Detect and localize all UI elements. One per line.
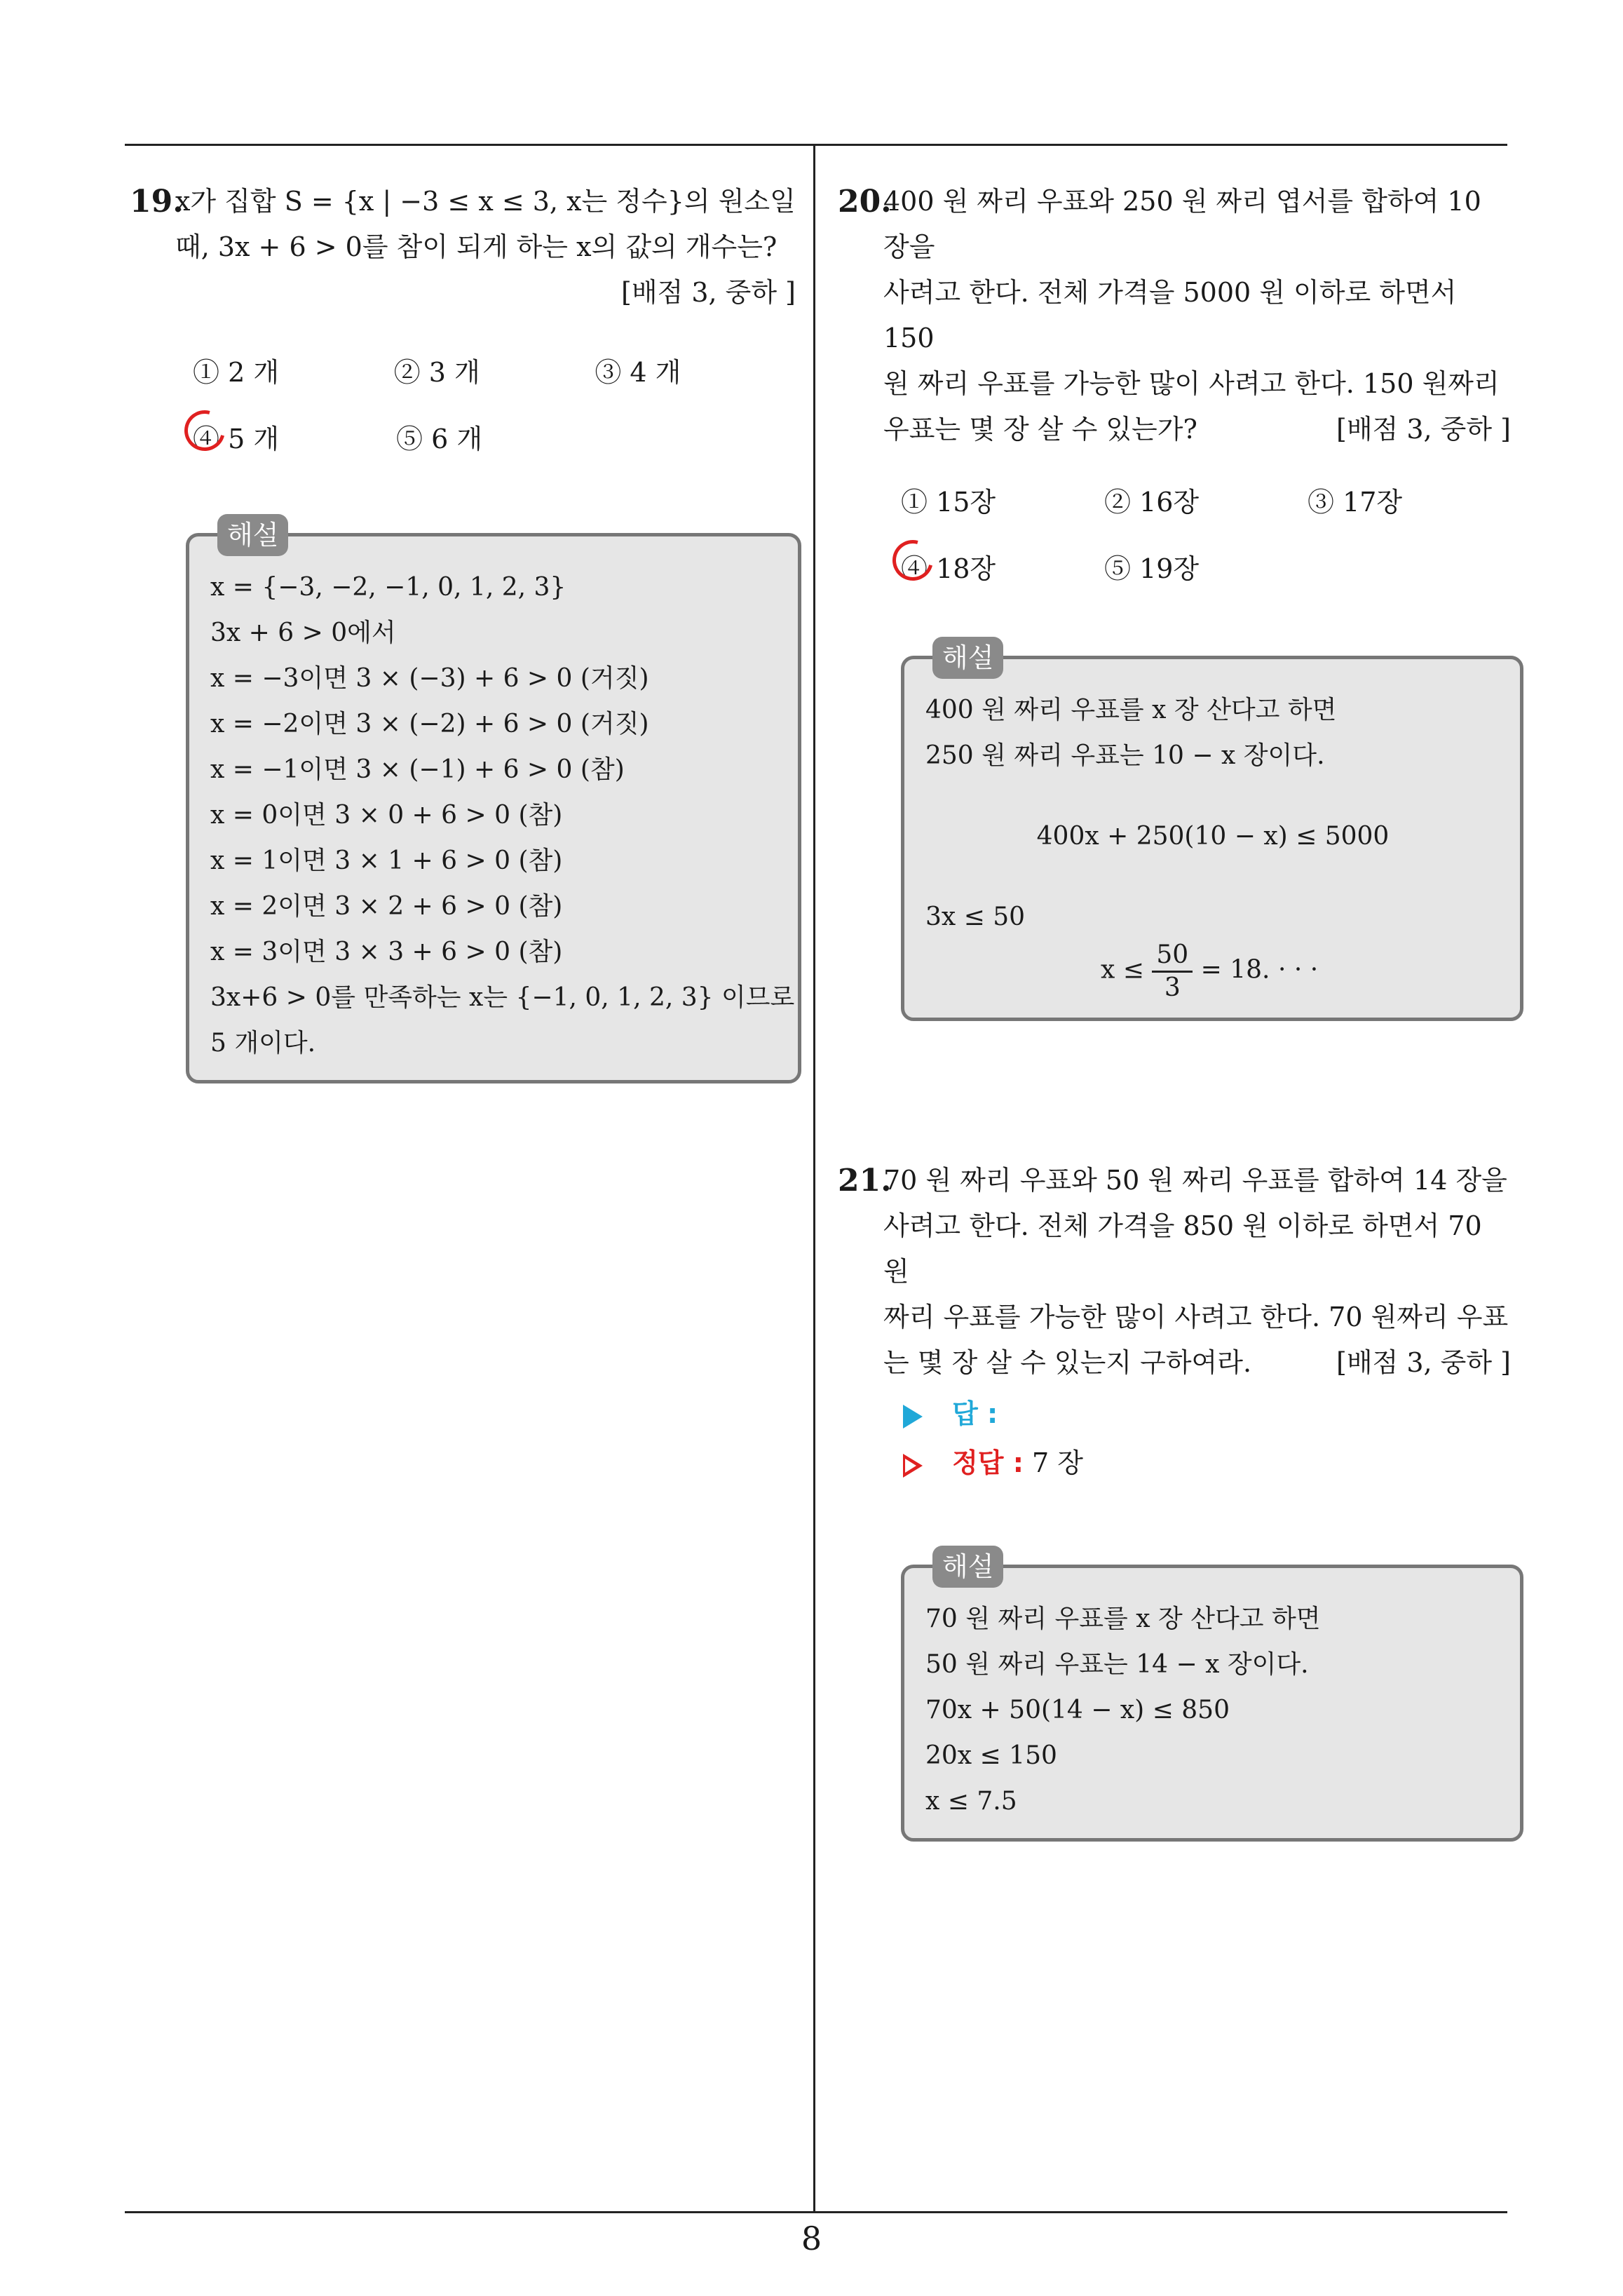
choice-5[interactable]: ⑤ 19장 xyxy=(1104,553,1200,584)
question-number: 20. xyxy=(838,184,892,220)
choice-4-label: ④ 5 개 xyxy=(193,424,280,454)
solution-line: x = 2이면 3 × 2 + 6 > 0 (참) xyxy=(210,892,563,921)
choices-20 xyxy=(838,466,1511,600)
question-text-line: 때, 3x + 6 > 0를 참이 되게 하는 x의 값의 개수는? xyxy=(175,231,777,262)
question-meta: [배점 3, 중하 ] xyxy=(1336,414,1511,445)
correct-answer-label: 정답 : xyxy=(952,1447,1024,1478)
top-rule xyxy=(125,144,1507,146)
fraction-denominator: 3 xyxy=(1164,973,1181,1002)
solution-tab: 해설 xyxy=(932,637,1003,679)
correct-answer-row xyxy=(838,1438,1511,1487)
question-text-line: 짜리 우표를 가능한 많이 사려고 한다. 70 원짜리 우표 xyxy=(883,1302,1509,1332)
choice-4-label: ④ 18장 xyxy=(901,553,996,584)
play-filled-icon xyxy=(903,1405,923,1429)
question-text-line: 우표는 몇 장 살 수 있는가? xyxy=(883,414,1197,445)
choice-1[interactable]: ① 2 개 xyxy=(193,357,280,388)
solution-line: x ≤ 7.5 xyxy=(925,1787,1017,1816)
solution-line: 5 개이다. xyxy=(210,1029,316,1058)
solution-line: 250 원 짜리 우표는 10 − x 장이다. xyxy=(925,741,1325,770)
choice-5[interactable]: ⑤ 6 개 xyxy=(396,424,483,454)
choice-4-selected[interactable] xyxy=(901,547,1104,586)
answer-field-row xyxy=(838,1389,1511,1438)
solution-box-21 xyxy=(901,1551,1523,1842)
fraction-numerator: 50 xyxy=(1152,940,1193,973)
solution-line: x = −1이면 3 × (−1) + 6 > 0 (참) xyxy=(210,755,625,784)
choice-3[interactable]: ③ 4 개 xyxy=(595,357,681,388)
choice-2[interactable]: ② 16장 xyxy=(1104,487,1200,518)
question-21 xyxy=(838,1158,1511,1386)
solution-line: x = −2이면 3 × (−2) + 6 > 0 (거짓) xyxy=(210,710,649,738)
question-text-line: 원 짜리 우표를 가능한 많이 사려고 한다. 150 원짜리 xyxy=(883,368,1500,399)
solution-tab: 해설 xyxy=(932,1546,1003,1588)
right-column xyxy=(838,179,1511,1842)
page-number: 8 xyxy=(801,2220,822,2257)
question-20 xyxy=(838,179,1511,452)
choice-1[interactable]: ① 15장 xyxy=(901,487,996,518)
bottom-rule xyxy=(125,2211,1507,2213)
solution-line: 3x + 6 > 0에서 xyxy=(210,619,396,647)
question-number: 21. xyxy=(838,1163,892,1198)
solution-line: x = 1이면 3 × 1 + 6 > 0 (참) xyxy=(210,846,563,875)
solution-line: x = 0이면 3 × 0 + 6 > 0 (참) xyxy=(210,801,563,830)
column-divider xyxy=(813,144,815,2213)
solution-box-19 xyxy=(186,520,801,1083)
solution-line: 20x ≤ 150 xyxy=(925,1741,1057,1770)
fraction xyxy=(1152,940,1193,1004)
question-text-line: 70 원 짜리 우표와 50 원 짜리 우표를 합하여 14 장을 xyxy=(883,1165,1507,1196)
question-text-line: 사려고 한다. 전체 가격을 850 원 이하로 하면서 70 원 xyxy=(883,1210,1482,1287)
choice-3[interactable]: ③ 17장 xyxy=(1308,487,1403,518)
solution-line: x = −3이면 3 × (−3) + 6 > 0 (거짓) xyxy=(210,664,649,693)
correct-answer-value: 7 장 xyxy=(1032,1447,1083,1478)
question-text-line: 는 몇 장 살 수 있는지 구하여라. xyxy=(883,1347,1252,1378)
choices-19 xyxy=(130,337,796,470)
solution-line: 70x + 50(14 − x) ≤ 850 xyxy=(925,1696,1230,1724)
solution-equation: 400x + 250(10 − x) ≤ 5000 xyxy=(1036,822,1390,851)
question-number: 19. xyxy=(130,184,184,220)
question-text-line: x가 집합 S = {x | −3 ≤ x ≤ 3, x는 정수}의 원소일 xyxy=(175,186,796,217)
solution-line: 70 원 짜리 우표를 x 장 산다고 하면 xyxy=(925,1605,1321,1633)
solution-box-20 xyxy=(901,642,1523,1021)
solution-line: 400 원 짜리 우표를 x 장 산다고 하면 xyxy=(925,696,1337,724)
solution-line: 3x ≤ 50 xyxy=(925,903,1026,931)
solution-line: 50 원 짜리 우표는 14 − x 장이다. xyxy=(925,1650,1309,1679)
solution-line: 3x+6 > 0를 만족하는 x는 {−1, 0, 1, 2, 3} 이므로 xyxy=(210,983,795,1012)
fraction-suffix: = 18. · · · xyxy=(1200,955,1319,985)
question-meta: [배점 3, 중하 ] xyxy=(621,277,796,308)
question-text-line: 사려고 한다. 전체 가격을 5000 원 이하로 하면서 150 xyxy=(883,277,1457,353)
solution-line: x = {−3, −2, −1, 0, 1, 2, 3} xyxy=(210,573,566,602)
question-meta: [배점 3, 중하 ] xyxy=(1336,1347,1511,1378)
solution-line: x = 3이면 3 × 3 + 6 > 0 (참) xyxy=(210,938,563,966)
solution-tab: 해설 xyxy=(217,514,288,556)
question-19 xyxy=(130,179,796,316)
answer-label[interactable]: 답 : xyxy=(952,1398,998,1429)
solution-fraction-line xyxy=(925,940,1500,1004)
question-text-line: 400 원 짜리 우표와 250 원 짜리 엽서를 합하여 10 장을 xyxy=(883,186,1481,262)
play-outline-icon xyxy=(903,1454,923,1478)
choice-4-selected[interactable] xyxy=(193,417,396,456)
fraction-prefix: x ≤ xyxy=(1101,955,1144,985)
choice-2[interactable]: ② 3 개 xyxy=(393,357,480,388)
left-column xyxy=(130,179,796,1083)
